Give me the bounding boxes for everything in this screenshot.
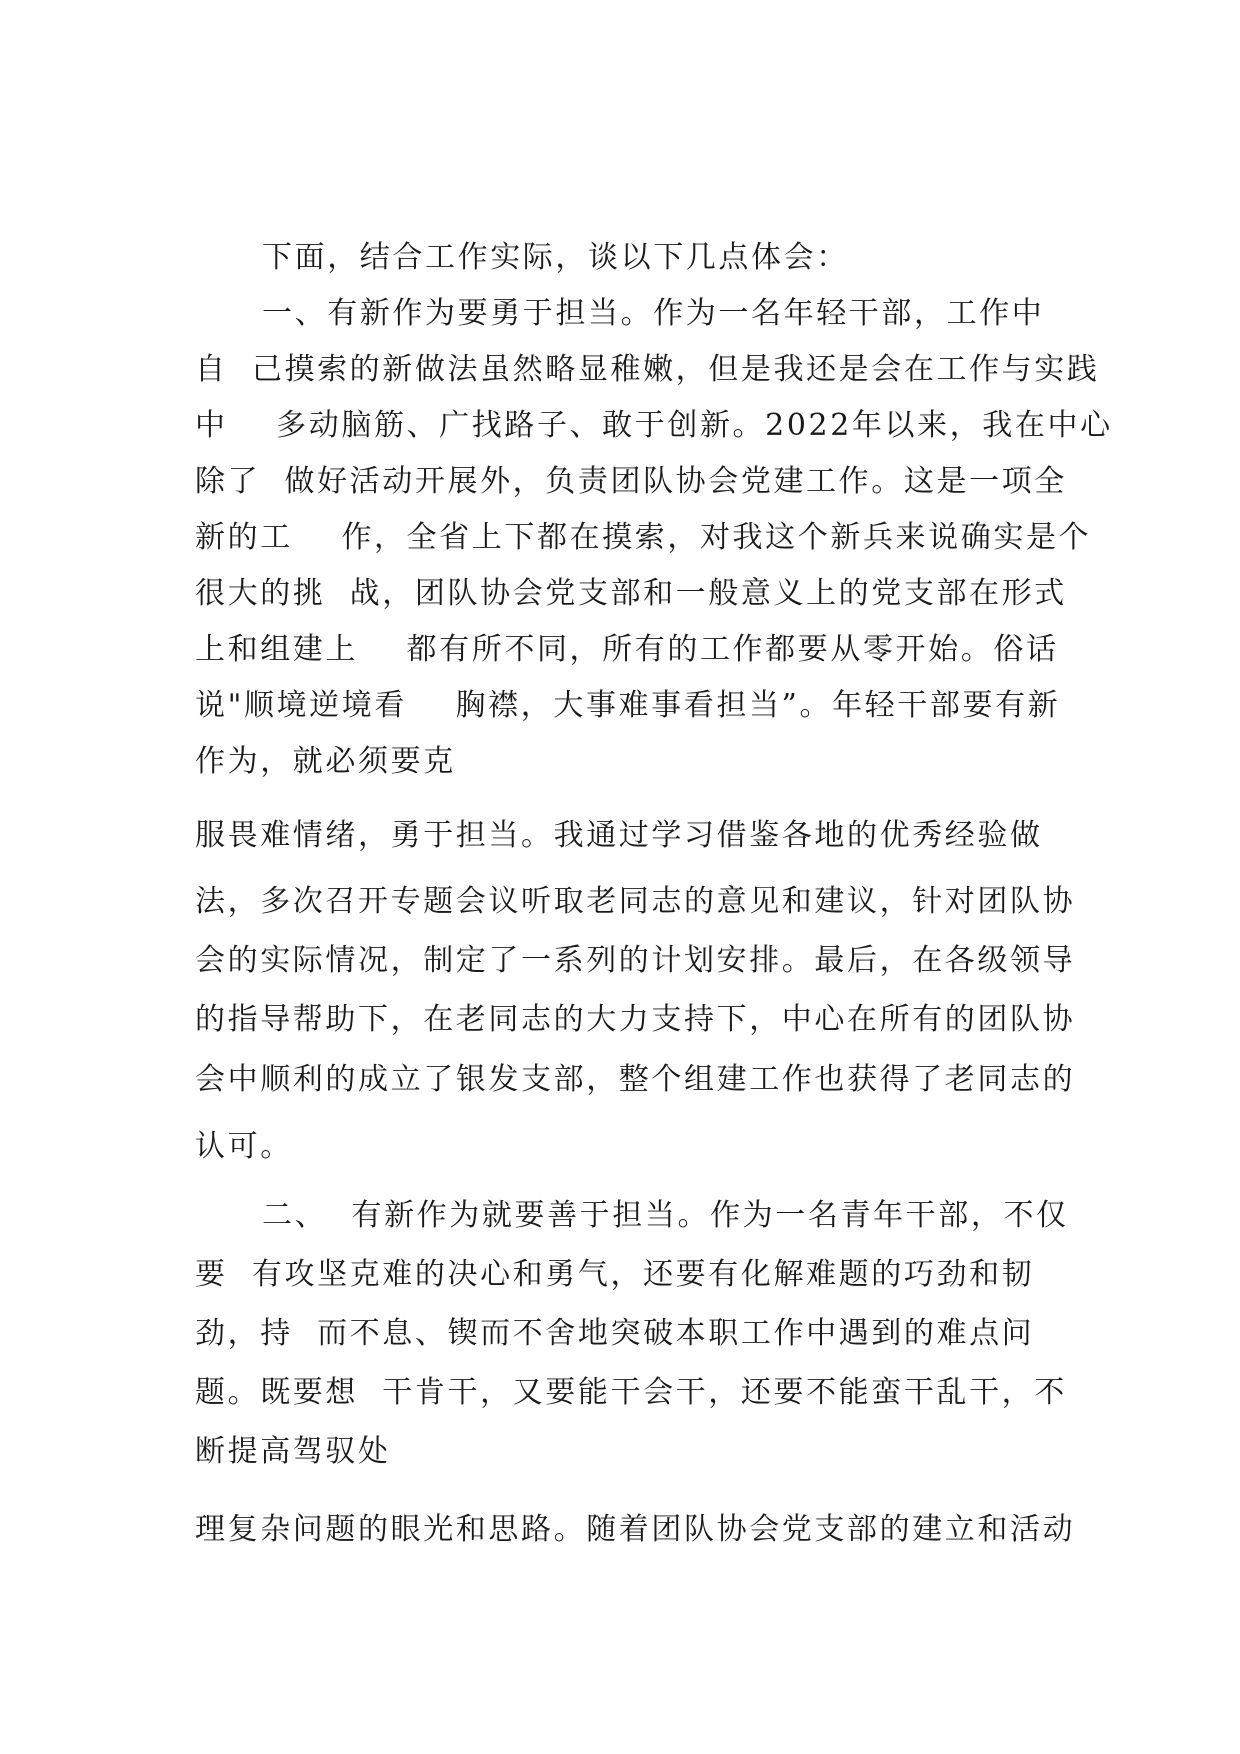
- text-line: 中 多动脑筋、广找路子、敢于创新。2022年以来，我在中心: [195, 408, 1113, 443]
- text-line: 法，多次召开专题会议听取老同志的意见和建议，针对团队协: [195, 884, 1076, 919]
- text-line: 会中顺利的成立了银发支部，整个组建工作也获得了老同志的: [195, 1062, 1076, 1097]
- text-line: 断提高驾驭处: [195, 1434, 391, 1469]
- text-line: 二、 有新作为就要善于担当。作为一名青年干部，不仅: [262, 1198, 1069, 1233]
- text-line: 的指导帮助下，在老同志的大力支持下，中心在所有的团队协: [195, 1002, 1076, 1037]
- text-line: 作为，就必须要克: [195, 744, 456, 779]
- text-line: 认可。: [195, 1129, 293, 1164]
- text-line: 要 有攻坚克难的决心和勇气，还要有化解难题的巧劲和韧: [195, 1257, 1035, 1292]
- text-line: 说"顺境逆境看 胸襟，大事难事看担当”。年轻干部要有新: [195, 688, 1061, 723]
- text-line: 新的工 作，全省上下都在摸索，对我这个新兵来说确实是个: [195, 520, 1092, 555]
- text-line: 上和组建上 都有所不同，所有的工作都要从零开始。俗话: [195, 632, 1059, 667]
- text-line: 很大的挑 战，团队协会党支部和一般意义上的党支部在形式: [195, 576, 1067, 611]
- text-line: 自 己摸索的新做法虽然略显稚嫩，但是我还是会在工作与实践: [195, 352, 1100, 387]
- text-line: 劲，持 而不息、锲而不舍地突破本职工作中遇到的难点问: [195, 1316, 1035, 1351]
- text-line: 题。既要想 干肯干，又要能干会干，还要不能蛮干乱干，不: [195, 1375, 1067, 1410]
- text-line: 服畏难情绪，勇于担当。我通过学习借鉴各地的优秀经验做: [195, 818, 1043, 853]
- text-line: 除了 做好活动开展外，负责团队协会党建工作。这是一项全: [195, 464, 1067, 499]
- text-line: 会的实际情况，制定了一系列的计划安排。最后，在各级领导: [195, 943, 1076, 978]
- text-line: 一、有新作为要勇于担当。作为一名年轻干部，工作中: [262, 296, 1045, 331]
- text-line: 下面，结合工作实际，谈以下几点体会：: [262, 240, 849, 275]
- text-line: 理复杂问题的眼光和思路。随着团队协会党支部的建立和活动: [195, 1512, 1076, 1547]
